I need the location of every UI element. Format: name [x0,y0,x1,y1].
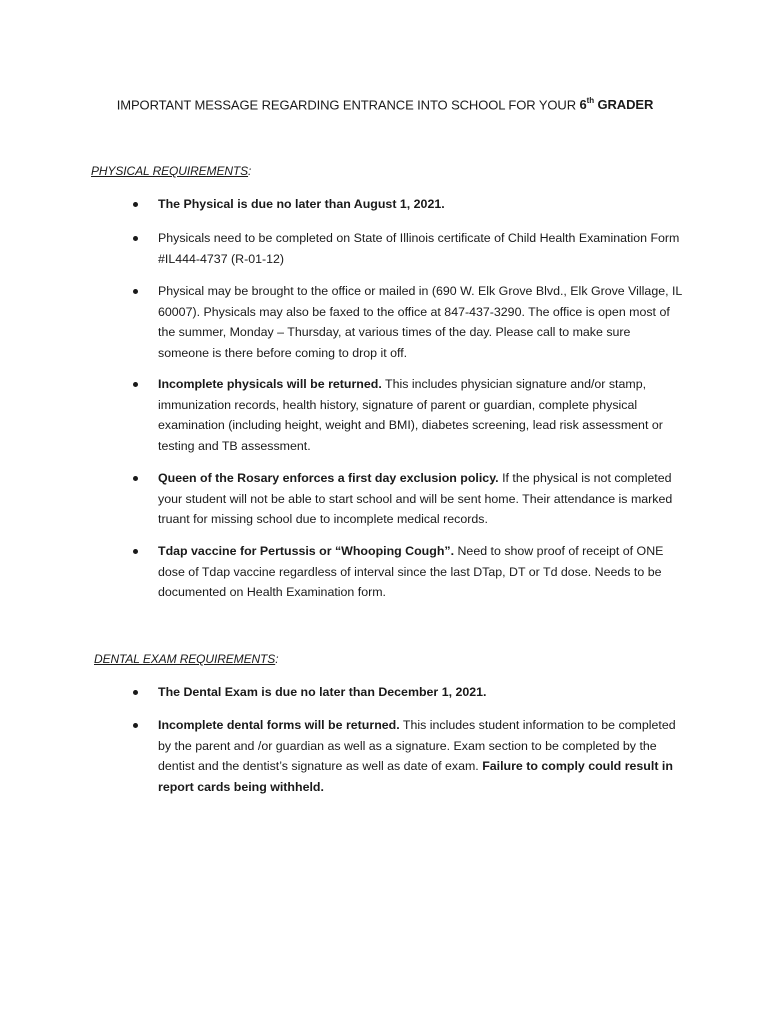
dental-heading-colon: : [275,652,279,666]
bullet-icon [133,549,138,554]
physical-heading-colon: : [248,164,252,178]
item-text: If the physical is not completed your student will not be able to start school and will be sent home. Their attendance is marked truant for missing school due to incomplete medical records. [158,471,673,526]
bullet-icon [133,202,138,207]
item-bold-text: Incomplete dental forms will be returned. [158,718,400,732]
item-text: Physicals need to be completed on State of Illinois certificate of Child Health Examination Form #IL444-4737 (R-01-12) [158,231,680,266]
item-bold-end-text: Failure to comply could result in report cards being withheld. [158,759,673,794]
bullet-icon [133,723,138,728]
dental-item-incomplete [158,715,683,797]
physical-item-incomplete [158,374,683,456]
dental-item-due-date [158,682,683,703]
item-bold-text: The Physical is due no later than August 1, 2021. [158,197,445,211]
page-title [0,92,770,116]
physical-item-delivery [158,281,683,363]
bullet-icon [133,476,138,481]
title-text: IMPORTANT MESSAGE REGARDING ENTRANCE INTO SCHOOL FOR YOUR [116,97,580,113]
physical-item-tdap [158,541,683,603]
grade-word: GRADER [594,97,654,113]
physical-item-exclusion-policy [158,468,683,530]
bullet-icon [133,236,138,241]
item-bold-text: Queen of the Rosary enforces a first day exclusion policy. [158,471,499,485]
item-text: Need to show proof of receipt of ONE dose of Tdap vaccine regardless of interval since the last DTap, DT or Td dose. Needs to be documented on Health Examination form. [158,544,664,599]
item-bold-text: Incomplete physicals will be returned. [158,377,382,391]
dental-requirements-heading [94,649,278,670]
title-grade [580,97,654,112]
item-text: Physical may be brought to the office or mailed in (690 W. Elk Grove Blvd., Elk Grove Village, IL 60007). Physicals may also be faxed to the office at 847-437-3290. The office is open most of the summer, Monday – Thursday, at various times of the day. Please call to make sure someone is there before coming to drop it off. [158,284,682,360]
grade-suffix: th [586,96,594,105]
item-text: This includes physician signature and/or stamp, immunization records, health history, signature of parent or guardian, complete physical examination (including height, weight and BMI), diabetes screening, lead risk assessment or testing and TB assessment. [158,377,663,453]
item-text: This includes student information to be completed by the parent and /or guardian as well as a signature. Exam section to be completed by the dentist and the dentist’s signature as well as date of exam. [158,718,676,773]
bullet-icon [133,382,138,387]
physical-item-due-date [158,194,683,215]
bullet-icon [133,289,138,294]
item-bold-text: The Dental Exam is due no later than December 1, 2021. [158,685,487,699]
item-bold-text: Tdap vaccine for Pertussis or “Whooping Cough”. [158,544,455,558]
bullet-icon [133,690,138,695]
grade-number: 6 [579,97,587,113]
physical-item-certificate [158,228,683,269]
dental-heading-text: DENTAL EXAM REQUIREMENTS [94,652,276,666]
physical-heading-text: PHYSICAL REQUIREMENTS [91,164,249,178]
physical-requirements-heading [91,161,251,182]
